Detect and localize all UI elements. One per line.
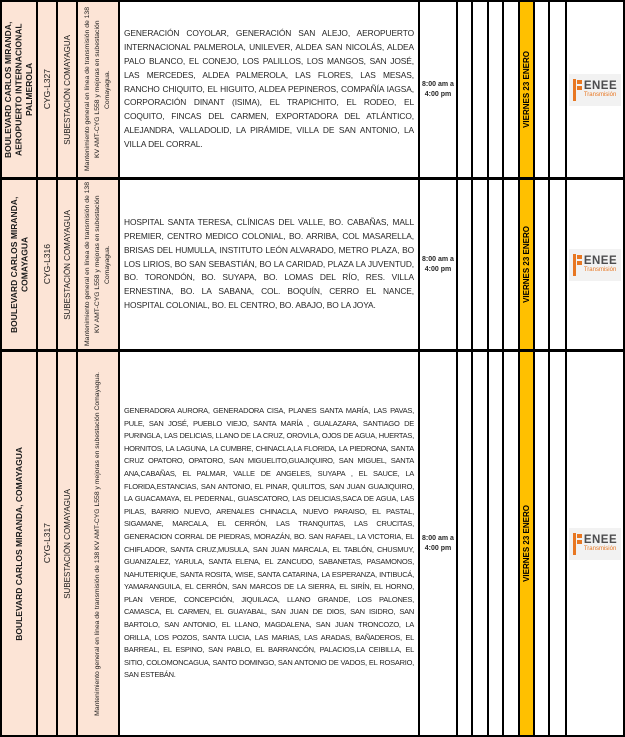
enee-logo-icon [573, 79, 582, 101]
maintenance-cell [78, 2, 120, 177]
logo-division-text: Transmisión [583, 91, 617, 98]
spacer-cell [489, 2, 504, 177]
circuit-label: CYG-L327 [41, 69, 52, 110]
circuit-cell [38, 2, 58, 177]
table-row [2, 180, 623, 352]
spacer-cell [550, 352, 567, 735]
time-range: 8:00 am a 4:00 pm [422, 256, 454, 273]
affected-areas-cell [120, 180, 420, 349]
circuit-cell [38, 180, 58, 349]
affected-areas-cell [120, 352, 420, 735]
day-cell [520, 180, 535, 349]
affected-areas-text: GENERADORA AURORA, GENERADORA CISA, PLANES SANTA MARÍA, LAS PAVAS, PULE, SAN JOSÉ, PUEBLO VIEJO, SANTA MARÍA , GUALAZARA, SANTIAGO DE PURINGLA, LAS DELICIAS, LLANO DE LA CRUZ, OROVILA, OJOS DE AGUA, HUERTAS, HORNITOS, LA LAGUNA, LA CUMBRE, CHINACLA,LA FLORIDA, LA PIEDRONA, SANTA CRUZ OPATORO, OPATORO, SAN MIGUELITO,GUAJIQUIRO, SAN MIGUEL, SANTA ANA,CABAÑAS, EL PALMAR, VALLE DE ANGELES, SUYAPA , EL SAUCE, LA FLORIDA,ESTANCIAS, SAN ANTONIO, EL PINAR, QUILITOS, SAN JUAN GUAJIQUIRO, LA GUACAMAYA, EL PEDERNAL, GUASCATORO, LAS DELICIAS,SACA DE AGUA, LAS PILAS, BARRIO NUEVO, ARENALES CHINACLA, NUEVO PARAISO, EL PASTAL, SIGAMANE, MARCALA, EL CERRÓN, LAS TRANQUITAS, LAS CRUCITAS, GENERACION CORRAL DE PIEDRAS, MORAZÁN, BO. SAN RAFAEL, LA VICTORIA, EL CHIFLADOR, SANTA CRUZ,MUSULA, SAN JUAN MARCALA, EL TABLÓN, CHUSMUY, GUANIZALEZ, YARULA, SANTA ELENA, EL ZANCUDO, SABANETAS, PASAMONOS, NAHUTERIQUE, SANTA ROSITA, WISE, SANTA CATARINA, LA ESPERANZA, INTIBUCÁ, YAMARANGUILA, EL CERRÓN, SAN MARCOS DE LA SIERRA, EL SIRÍN, EL HORNO, PLAN VERDE, CONCEPCIÓN, JIQUILACA, LLANO GRANDE, LOS PALONES, CAMASCA, EL CARMEN, EL GUAYABAL, SAN JUAN DE DIOS, SAN ISIDRO, SAN BARTOLO, SAN ANTONIO, EL LLANO, MAGDALENA, SAN JUAN TRONCOZO, LA ORILLA, LOS POZOS, SANTA LUCIA, LAS MARIAS, LAS ARADAS, BAÑADEROS, EL BARREAL, EL ESPINO, SAN PABLO, EL BARRANCÓN, PALACIOS,LA CEIBILLA, EL SITIO, COLOMONCAGUA, SANTO DOMINGO, SAN ANTONIO DE VADOS, EL ROSARIO, SAN ESTEBÁN. [124, 405, 414, 680]
location-cell [2, 352, 38, 735]
day-cell [520, 352, 535, 735]
location-cell [2, 180, 38, 349]
spacer-cell [550, 2, 567, 177]
spacer-cell [473, 180, 489, 349]
substation-cell [58, 2, 78, 177]
table-row [2, 352, 623, 735]
substation-label: SUBESTACIÓN COMAYAGUA [62, 34, 72, 145]
maintenance-cell [78, 180, 120, 349]
spacer-cell [473, 2, 489, 177]
substation-cell [58, 180, 78, 349]
location-cell [2, 2, 38, 177]
logo-enee-text: ENEE [583, 254, 618, 267]
enee-logo [569, 74, 621, 106]
spacer-cell [504, 352, 520, 735]
spacer-cell [458, 2, 473, 177]
substation-label: SUBESTACIÓN COMAYAGUA [62, 209, 72, 320]
logo-division-text: Transmisión [583, 545, 617, 552]
circuit-label: CYG-L316 [41, 244, 52, 285]
logo-cell [567, 180, 623, 349]
circuit-label: CYG-L317 [41, 523, 52, 564]
logo-division-text: Transmisión [583, 266, 617, 273]
affected-areas-text: GENERACIÓN COYOLAR, GENERACIÓN SAN ALEJO, AEROPUERTO INTERNACIONAL PALMEROLA, UNILEVER, ALDEA SAN NICOLÁS, ALDEA PALO BLANCO, EL CONEJO, LOS PALILLOS, LOS MANGOS, SAN JOSÉ, LAS MERCEDES, ALDEA PALMEROLA, LAS FLORES, LAS MESAS, RANCHO CHIQUITO, EL HIGUITO, ALDEA PEPINEROS, COMPAÑÍA IAGSA, CORPORACIÓN DINANT (ISIMA), EL TRAPICHITO, EL RODEO, EL COQUITO, FINCAS DEL CARMEN, EXPORTADORA DEL ATLÁNTICO, ALEJANDRA, VALLADOLID, LA PIRÁMIDE, VILLA DE SAN ANTONIO, LA VILLA DEL CORRAL. [124, 28, 414, 149]
affected-areas-cell [120, 2, 420, 177]
spacer-cell [458, 180, 473, 349]
substation-cell [58, 352, 78, 735]
spacer-cell [504, 180, 520, 349]
time-cell [420, 352, 458, 735]
time-cell [420, 180, 458, 349]
logo-enee-text: ENEE [583, 79, 618, 92]
time-cell [420, 2, 458, 177]
day-label: VIERNES 23 ENERO [522, 505, 531, 582]
day-label: VIERNES 23 ENERO [522, 51, 531, 128]
day-cell [520, 2, 535, 177]
spacer-cell [535, 2, 550, 177]
maintenance-cell [78, 352, 120, 735]
circuit-cell [38, 352, 58, 735]
enee-logo-icon [573, 533, 582, 555]
time-range: 8:00 am a 4:00 pm [422, 535, 454, 552]
spacer-cell [458, 352, 473, 735]
location-label: BOULEVARD CARLOS MIRANDA, AEROPUERTO INTERNACIONAL PALMEROLA [3, 21, 35, 158]
spacer-cell [489, 352, 504, 735]
day-label: VIERNES 23 ENERO [522, 226, 531, 303]
logo-enee-text: ENEE [583, 533, 618, 546]
enee-logo-icon [573, 254, 582, 276]
spacer-cell [473, 352, 489, 735]
logo-cell [567, 2, 623, 177]
maintenance-description: Mantenimiento general en línea de transmisión de 138 KV AMT-CYG L558 y mejoras en subestación Comayagua. [84, 182, 111, 347]
spacer-cell [535, 180, 550, 349]
maintenance-description: Mantenimiento general en línea de transmisión de 138 KV AMT-CYG L558 y mejoras en subestación Comayagua. [84, 7, 111, 172]
substation-label: SUBESTACIÓN COMAYAGUA [62, 488, 72, 599]
logo-cell [567, 352, 623, 735]
maintenance-description: Mantenimiento general en línea de transmisión de 138 KV AMT-CYG L558 y mejoras en subestación Comayagua. [94, 371, 101, 716]
enee-logo [569, 528, 621, 560]
spacer-cell [489, 180, 504, 349]
spacer-cell [535, 352, 550, 735]
location-label: BOULEVARD CARLOS MIRANDA, COMAYAGUA [8, 196, 29, 333]
enee-logo [569, 249, 621, 281]
affected-areas-text: HOSPITAL SANTA TERESA, CLÍNICAS DEL VALLE, BO. CABAÑAS, MALL PREMIER, CENTRO MEDICO COLONIAL, BO. ARRIBA, COL MASARELLA, BRISAS DEL HUMULLA, INSTITUTO LEÓN ALVARADO, METRO PLAZA, BO LOS LIRIOS, BO SAN SEBASTIÁN, BO LA CARIDAD, PLAZA LA JUVENTUD, BO. TORONDÓN, BO. SUYAPA, BO. LOMAS DEL RÍO, RES. VILLA ERNESTINA, BO. LA SABANA, COL. BOQUÍN, CERRO EL NANCE, HOSPITAL COLONIAL, BO. EL CENTRO, BO. ABAJO, BO LA JOYA. [124, 217, 414, 310]
time-range: 8:00 am a 4:00 pm [422, 81, 454, 98]
spacer-cell [550, 180, 567, 349]
table-row [2, 2, 623, 180]
location-label: BOULEVARD CARLOS MIRANDA, COMAYAGUA [13, 446, 24, 641]
spacer-cell [504, 2, 520, 177]
